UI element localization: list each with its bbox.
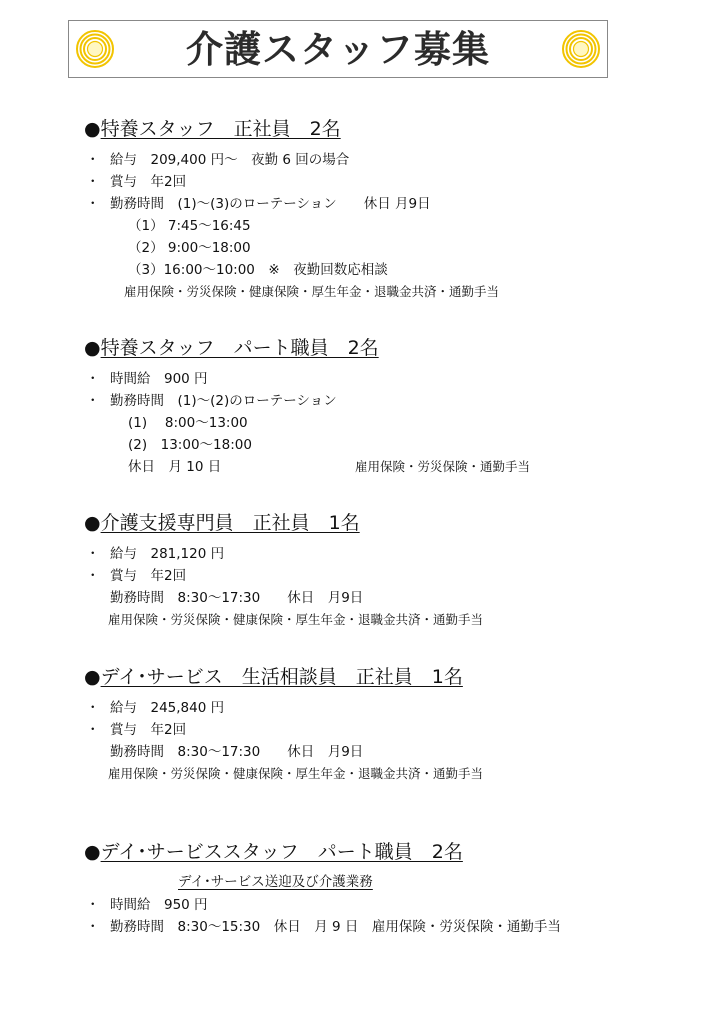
job-description: デイ･サービス送迎及び介護業務: [178, 874, 373, 890]
bullet: ・: [86, 919, 100, 935]
section-title: 特養スタッフ 正社員 2名: [100, 118, 341, 140]
list-item: 時間給 950 円: [110, 897, 208, 913]
section-heading: [84, 840, 463, 864]
bullet: ・: [86, 196, 100, 212]
section-marker: ●: [84, 666, 101, 688]
list-item: 勤務時間 8:30～17:30 休日 月9日: [110, 744, 364, 760]
bullet: ・: [86, 174, 100, 190]
benefits-text: 雇用保険・労災保険・健康保険・厚生年金・退職金共済・通勤手当: [108, 612, 484, 627]
list-item: (2) 13:00～18:00: [128, 437, 252, 453]
list-item: 賞与 年2回: [110, 568, 187, 584]
bullet: ・: [86, 568, 100, 584]
list-item: （3）16:00～10:00 ※ 夜勤回数応相談: [128, 262, 388, 278]
list-item: 勤務時間 8:30～15:30 休日 月 9 日 雇用保険・労災保険・通勤手当: [110, 919, 561, 935]
title-banner: [68, 20, 608, 78]
benefits-text: 雇用保険・労災保険・健康保険・厚生年金・退職金共済・通勤手当: [124, 284, 500, 299]
section-title: デイ･サービススタッフ パート職員 2名: [100, 841, 463, 863]
page-title: 介護スタッフ募集: [186, 28, 490, 71]
bullet: ・: [86, 722, 100, 738]
list-item: 賞与 年2回: [110, 722, 187, 738]
bullet: ・: [86, 152, 100, 168]
section-heading: [84, 336, 379, 360]
list-item: 時間給 900 円: [110, 371, 208, 387]
section-marker: ●: [84, 337, 101, 359]
section-marker: ●: [84, 841, 101, 863]
section-heading: [84, 511, 360, 535]
list-item: 勤務時間 8:30～17:30 休日 月9日: [110, 590, 364, 606]
list-item: (1) 8:00～13:00: [128, 415, 248, 431]
section-title: 特養スタッフ パート職員 2名: [100, 337, 379, 359]
list-item: 給与 245,840 円: [110, 700, 225, 716]
section-heading: [84, 665, 463, 689]
list-item: 休日 月 10 日: [128, 459, 222, 475]
bullet: ・: [86, 393, 100, 409]
bullet: ・: [86, 371, 100, 387]
list-item: 勤務時間 (1)～(2)のローテーション: [110, 393, 337, 409]
list-item: 給与 209,400 円～ 夜勤 6 回の場合: [110, 152, 350, 168]
bullet: ・: [86, 897, 100, 913]
list-item: 賞与 年2回: [110, 174, 187, 190]
section-heading: [84, 117, 341, 141]
section-title: 介護支援専門員 正社員 1名: [100, 512, 360, 534]
section-marker: ●: [84, 118, 101, 140]
list-item: （1） 7:45～16:45: [128, 218, 251, 234]
list-item: （2） 9:00～18:00: [128, 240, 251, 256]
section-title: デイ･サービス 生活相談員 正社員 1名: [100, 666, 463, 688]
benefits-text: 雇用保険・労災保険・通勤手当: [355, 459, 531, 474]
list-item: 勤務時間 (1)～(3)のローテーション 休日 月9日: [110, 196, 431, 212]
bullet: ・: [86, 546, 100, 562]
bullet: ・: [86, 700, 100, 716]
benefits-text: 雇用保険・労災保険・健康保険・厚生年金・退職金共済・通勤手当: [108, 766, 484, 781]
list-item: 給与 281,120 円: [110, 546, 225, 562]
concentric-circle-icon: [561, 29, 601, 69]
section-marker: ●: [84, 512, 101, 534]
